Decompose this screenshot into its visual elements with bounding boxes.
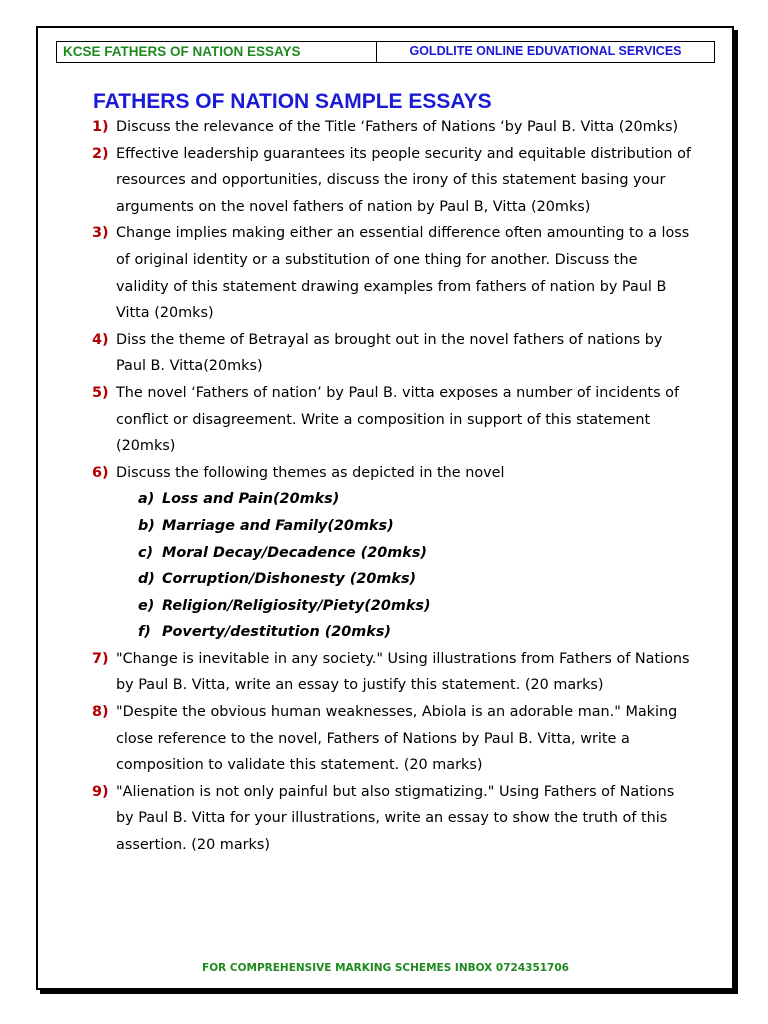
subtheme-text: Moral Decay/Decadence (20mks) — [162, 544, 427, 561]
header — [56, 41, 715, 63]
question-text: The novel ‘Fathers of nation’ by Paul B. vitta exposes a number of incidents of conflict or disagreement. Write a composition in support of this statement (20mks) — [116, 384, 680, 455]
question-list — [92, 114, 692, 859]
question-number: 1) — [92, 119, 109, 135]
subtheme-letter: d) — [138, 571, 155, 588]
question-text: "Alienation is not only painful but also stigmatizing." Using Fathers of Nations by Paul B. Vitta for your illustrations, write an essay to show the truth of this assertion. (20 marks) — [116, 783, 675, 854]
question-number: 2) — [92, 145, 109, 162]
subtheme-text: Corruption/Dishonesty (20mks) — [162, 571, 417, 588]
question-number: 6) — [92, 464, 109, 481]
question-text: Effective leadership guarantees its people security and equitable distribution of resources and opportunities, discuss the irony of this statement basing your arguments on the novel fathers of nation by Paul B, Vitta (20mks) — [116, 145, 691, 215]
subtheme-letter: a) — [138, 491, 155, 508]
subtheme-item — [138, 540, 692, 567]
footer-contact: FOR COMPREHENSIVE MARKING SCHEMES INBOX 0724351706 — [202, 962, 569, 974]
subtheme-text: Marriage and Family(20mks) — [162, 517, 394, 534]
question-number: 8) — [92, 704, 109, 721]
question-7 — [92, 646, 692, 699]
question-number: 4) — [92, 331, 109, 348]
subtheme-letter: e) — [138, 597, 155, 614]
question-number: 7) — [92, 650, 109, 667]
subtheme-item — [138, 513, 692, 540]
question-text: Change implies making either an essential difference often amounting to a loss of original identity or a substitution of one thing for another. Discuss the validity of this statement drawing examples from fathers of nation by Paul B Vitta (20mks) — [116, 225, 690, 322]
header-left-title: KCSE FATHERS OF NATION ESSAYS — [57, 42, 377, 62]
question-5 — [92, 380, 692, 460]
subtheme-item — [138, 486, 692, 513]
subtheme-list — [92, 486, 692, 646]
question-number: 3) — [92, 225, 109, 242]
subtheme-letter: f) — [138, 624, 151, 641]
question-text: Diss the theme of Betrayal as brought out in the novel fathers of nations by Paul B. Vitta(20mks) — [116, 331, 663, 375]
question-3 — [92, 220, 692, 326]
subtheme-letter: b) — [138, 517, 155, 534]
subtheme-text: Poverty/destitution (20mks) — [162, 624, 392, 641]
question-6 — [92, 460, 692, 487]
subtheme-item — [138, 619, 692, 646]
subtheme-letter: c) — [138, 544, 154, 561]
question-2 — [92, 141, 692, 221]
question-1 — [92, 114, 692, 141]
question-text: "Change is inevitable in any society." Using illustrations from Fathers of Nations by Paul B. Vitta, write an essay to justify this statement. (20 marks) — [116, 650, 690, 694]
question-text: Discuss the following themes as depicted in the novel — [116, 464, 505, 481]
question-text: "Despite the obvious human weaknesses, Abiola is an adorable man." Making close reference to the novel, Fathers of Nations by Paul B. Vitta, write a composition to validate this statement. (20 marks) — [116, 704, 678, 774]
subtheme-group — [92, 486, 692, 646]
subtheme-text: Religion/Religiosity/Piety(20mks) — [162, 597, 431, 614]
header-right-title: GOLDLITE ONLINE EDUVATIONAL SERVICES — [409, 44, 682, 58]
subtheme-item — [138, 593, 692, 620]
question-9 — [92, 779, 692, 859]
question-4 — [92, 327, 692, 380]
subtheme-item — [138, 566, 692, 593]
question-text: Discuss the relevance of the Title ‘Fathers of Nations ‘by Paul B. Vitta (20mks) — [116, 119, 679, 135]
question-8 — [92, 699, 692, 779]
page-title: FATHERS OF NATION SAMPLE ESSAYS — [93, 90, 492, 113]
question-number: 9) — [92, 783, 109, 800]
subtheme-text: Loss and Pain(20mks) — [162, 491, 340, 508]
question-number: 5) — [92, 384, 109, 401]
